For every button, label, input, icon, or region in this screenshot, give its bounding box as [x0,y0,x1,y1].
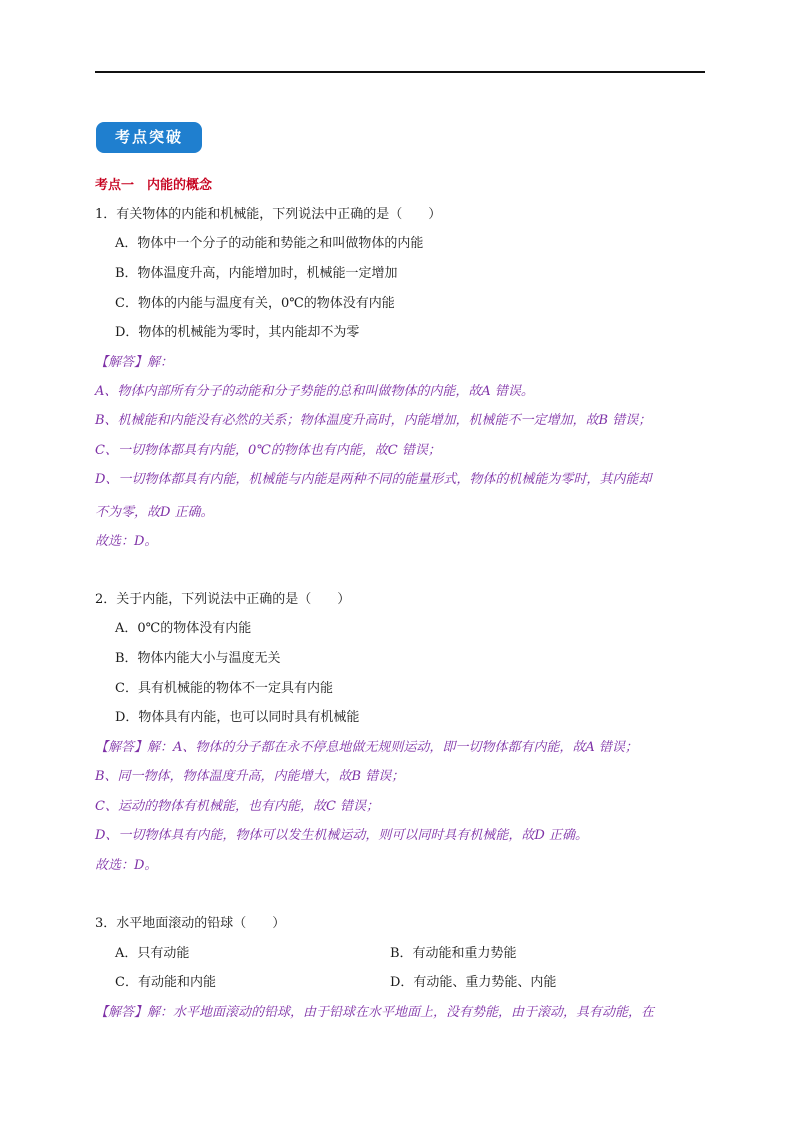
q2-stem: 2．关于内能，下列说法中正确的是（ ） [95,592,351,607]
q1-answer-line: 不为零，故D 正确。 [95,505,214,520]
q2-option-c: C．具有机械能的物体不一定具有内能 [115,681,333,696]
section-badge: 考点突破 [96,122,202,153]
q1-answer-line: D、一切物体都具有内能，机械能与内能是两种不同的能量形式，物体的机械能为零时，其内能却 [95,472,652,487]
q3-option-d: D．有动能、重力势能、内能 [390,975,557,990]
q3-option-a: A．只有动能 [115,946,190,961]
q1-answer-line: A、物体内部所有分子的动能和分子势能的总和叫做物体的内能，故A 错误。 [95,384,534,399]
q1-answer-line: 【解答】解： [95,355,174,370]
q1-option-c: C．物体的内能与温度有关，0℃的物体没有内能 [115,296,395,311]
q1-option-d: D．物体的机械能为零时，其内能却不为零 [115,325,360,340]
q3-option-c: C．有动能和内能 [115,975,216,990]
q2-option-d: D．物体具有内能，也可以同时具有机械能 [115,710,360,725]
q2-answer-line: 【解答】解：A、物体的分子都在永不停息地做无规则运动，即一切物体都有内能，故A 错误； [95,740,638,755]
q3-answer-line: 【解答】解：水平地面滚动的铅球，由于铅球在水平地面上，没有势能，由于滚动，具有动能，在 [95,1005,655,1020]
topic-heading: 考点一 内能的概念 [95,178,213,193]
q2-answer-line: D、一切物体具有内能，物体可以发生机械运动，则可以同时具有机械能，故D 正确。 [95,828,588,843]
q2-option-b: B．物体内能大小与温度无关 [115,651,281,666]
q1-answer-line: 故选：D。 [95,534,158,549]
q2-answer-line: C、运动的物体有机械能，也有内能，故C 错误； [95,799,380,814]
q1-answer-line: B、机械能和内能没有必然的关系；物体温度升高时，内能增加，机械能不一定增加，故B 错误； [95,413,652,428]
q1-option-a: A．物体中一个分子的动能和势能之和叫做物体的内能 [115,236,424,251]
header-rule [95,71,705,73]
q1-option-b: B．物体温度升高，内能增加时，机械能一定增加 [115,266,398,281]
q2-answer-line: 故选：D。 [95,858,158,873]
q3-option-b: B．有动能和重力势能 [390,946,517,961]
q2-option-a: A．0℃的物体没有内能 [115,621,252,636]
q3-stem: 3．水平地面滚动的铅球（ ） [95,916,286,931]
q1-stem: 1．有关物体的内能和机械能，下列说法中正确的是（ ） [95,207,442,222]
q2-answer-line: B、同一物体，物体温度升高，内能增大，故B 错误； [95,769,405,784]
q1-answer-line: C、一切物体都具有内能，0℃的物体也有内能，故C 错误； [95,443,441,458]
